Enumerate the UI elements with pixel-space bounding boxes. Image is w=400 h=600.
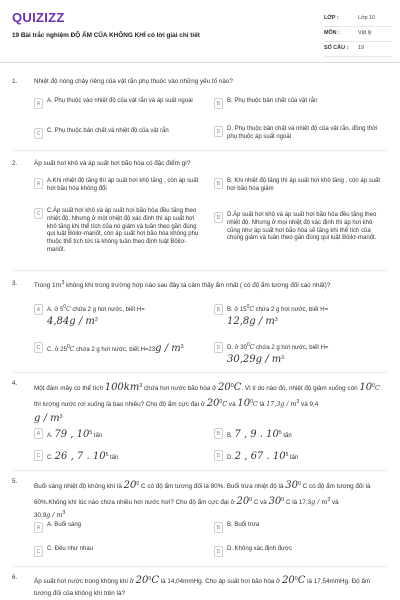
text-part: C có độ ẩm tương đối là 60%.Không khí lúc nào chứa nhiều hơi nước hơi? Cho độ ẩm cực đại ở — [34, 483, 371, 506]
superscript: 0 — [250, 398, 253, 405]
question-number: 5. — [12, 478, 18, 485]
option-d[interactable] — [214, 546, 384, 557]
math-value: 30,29g / m — [227, 353, 282, 365]
option-text: A. Buổi sáng — [47, 522, 82, 528]
text-part: thì lượng nước rơi xuống là bao nhiêu? Cho độ ẩm cực đại ở — [34, 400, 207, 408]
math-value: 20 — [236, 495, 250, 507]
option-letter: D — [214, 342, 223, 353]
option-text — [227, 304, 328, 328]
text-part: C có độ ẩm tương đối là 80%. Buổi trưa nhiệt độ là — [139, 483, 286, 490]
question-number: 3. — [12, 280, 18, 287]
superscript: 0 — [294, 575, 298, 582]
superscript: 0 — [230, 382, 234, 389]
math-value: 10 — [359, 382, 373, 393]
text-part: không khí trong trường hợp nào sau đây ta cảm thấy ẩm nhất ( có độ ẩm tương đối cao nhất)? — [64, 282, 331, 290]
question-text — [34, 380, 384, 427]
superscript: 3 — [281, 354, 285, 361]
math-value: 100km — [104, 382, 140, 393]
text-part: 30,9 — [34, 512, 47, 520]
math-value: 20 — [123, 480, 137, 491]
option-letter: A — [34, 428, 43, 439]
math-value: 26 , 7 . 10 — [54, 451, 106, 462]
math-value: g / m — [34, 413, 60, 424]
text-part: tấn — [288, 455, 299, 461]
math-value: 20 — [218, 382, 231, 393]
option-d[interactable] — [214, 342, 384, 366]
option-b[interactable] — [214, 428, 384, 441]
text-part: chứa 2 g hơi nước, biết H= — [254, 345, 329, 351]
superscript: 0 — [246, 342, 250, 348]
superscript: 5 — [285, 452, 289, 458]
text-part: và — [227, 400, 238, 408]
option-text: A.Khi nhiệt độ tăng thì áp suất hơi khô tăng , còn áp suất hơi bão hòa không đổi — [47, 178, 199, 192]
text-part: chứa 2 g hơi nước, biết H= — [254, 307, 329, 313]
text-part: Trong 1 — [34, 282, 56, 290]
divider — [12, 470, 388, 471]
option-c[interactable] — [34, 546, 204, 557]
option-letter: A — [34, 522, 43, 533]
text-part: tấn — [281, 433, 292, 439]
option-text — [47, 304, 145, 328]
superscript: 0 — [372, 382, 375, 389]
math-unit: C — [297, 575, 306, 586]
option-letter: D — [214, 126, 223, 137]
divider — [12, 150, 388, 151]
option-letter: B — [214, 178, 223, 189]
superscript: 0 — [136, 480, 140, 487]
option-d[interactable] — [214, 450, 384, 463]
math-value: g / m — [46, 512, 63, 520]
question-text: Áp suất hơi khô và áp suất hơi bão hòa có đặc điểm gì? — [34, 160, 191, 167]
question-number: 4. — [12, 380, 18, 387]
text-part: tấn — [108, 455, 119, 461]
math-value: g / m — [311, 498, 328, 506]
text-part: D. — [227, 455, 235, 461]
option-letter: D — [214, 546, 223, 557]
option-letter: C — [34, 546, 43, 557]
question-text: Nhiệt độ nóng chảy riêng của vật rắn phụ thuộc vào những yếu tố nào? — [34, 78, 233, 85]
option-letter: D — [214, 212, 223, 223]
option-text: C. Đều như nhau — [47, 546, 94, 552]
math-unit: C — [252, 400, 258, 408]
option-letter: C — [34, 208, 43, 219]
superscript: 5 — [105, 452, 109, 458]
superscript: 3 — [139, 382, 143, 389]
superscript: 0 — [246, 304, 250, 310]
math-unit: C — [222, 400, 228, 408]
question-number: 6. — [12, 574, 18, 581]
text-part: chứa hơi nước bão hòa ở — [142, 385, 219, 392]
option-text — [47, 450, 118, 463]
math-unit: C — [249, 344, 255, 351]
text-part: C. ở 25 — [47, 347, 67, 353]
math-unit: C — [233, 382, 242, 393]
meta-label: LỚP : — [324, 15, 339, 22]
option-letter: A — [34, 304, 43, 315]
meta-label: SỐ CÂU : — [324, 45, 349, 52]
question-text — [34, 280, 384, 290]
superscript: 3 — [62, 510, 66, 516]
option-text — [227, 450, 298, 463]
text-part: Áp suất hơi nước trong không khí ở — [34, 578, 136, 585]
math-value: 10 — [237, 397, 251, 409]
math-value: 17,3g / m — [266, 400, 297, 408]
option-d[interactable] — [214, 126, 384, 142]
divider — [12, 566, 388, 567]
meta-row-subject — [324, 27, 392, 42]
question-text — [34, 478, 384, 521]
superscript: 3 — [274, 316, 278, 323]
option-a[interactable] — [34, 98, 204, 109]
option-letter: C — [34, 342, 43, 353]
option-letter: A — [34, 178, 43, 189]
option-a[interactable] — [34, 304, 204, 328]
option-text: C.Áp suất hơi khô và áp suất hơi bão hòa đều tăng theo nhiệt độ. Nhưng ở một nhiệt độ xác định thì áp suất hơi khô tăng khi thể tích của nó giảm và tuân theo gần đúng qui luật Bôilơ-mariốt, còn áp suất hơi bão hòa không phụ thuộc thể tích tức là không tuân theo định luật Bôilơ-mariốt. — [47, 208, 199, 253]
text-part: và — [330, 498, 339, 506]
option-text: B. Phụ thuộc bản chất của vật rắn — [227, 98, 318, 104]
option-c[interactable] — [34, 128, 204, 139]
divider — [12, 270, 388, 271]
superscript: 3 — [327, 496, 331, 503]
option-a[interactable] — [34, 178, 204, 194]
math-value: 7 , 9 . 10 — [234, 429, 279, 440]
math-value: 2 , 67 . 10 — [234, 451, 286, 462]
superscript: 0 — [281, 496, 285, 503]
meta-row-count — [324, 42, 392, 57]
question-number: 2. — [12, 160, 18, 167]
math-value: 20 — [206, 397, 220, 409]
divider — [12, 372, 388, 373]
option-text — [227, 342, 328, 366]
math-value: 4,84g / m — [47, 315, 95, 327]
text-part: C và — [252, 498, 269, 506]
text-part: là 17,54mmHg. Độ ẩm tương đối của không khí trên là? — [34, 578, 371, 597]
math-value: g / m — [155, 343, 181, 354]
math-unit: C — [375, 385, 380, 392]
meta-value: Vật lý — [358, 30, 372, 37]
option-b[interactable] — [214, 522, 384, 533]
superscript: 5 — [278, 430, 282, 436]
option-text — [47, 428, 102, 441]
text-part: là 14,04mmHg. Cho áp suất hơi bão hòa ở — [158, 578, 283, 585]
math-value: 20 — [135, 575, 149, 586]
text-part: và 9,4 — [299, 400, 319, 408]
math-unit: m — [55, 282, 62, 290]
superscript: 0 — [66, 344, 70, 350]
option-a[interactable] — [34, 428, 204, 441]
math-value: 30 — [285, 480, 298, 491]
option-letter: A — [34, 98, 43, 109]
option-letter: D — [214, 450, 223, 461]
math-unit: C — [69, 346, 75, 353]
math-unit: C — [151, 575, 159, 586]
page-title: 19 Bài trắc nghiệm ĐỘ ẨM CỦA KHÔNG KHÍ có lời giải chi tiết — [12, 32, 200, 39]
option-c[interactable] — [34, 342, 204, 355]
meta-info — [324, 12, 392, 57]
text-part: Buổi sáng nhiệt độ không khí là — [34, 483, 124, 490]
superscript: 0 — [219, 398, 223, 405]
superscript: 3 — [296, 398, 300, 405]
math-value: 30 — [268, 495, 282, 507]
option-d[interactable] — [214, 212, 384, 243]
superscript: 3 — [59, 413, 63, 420]
option-c[interactable] — [34, 450, 204, 463]
quizizz-logo: QUIZIZZ — [12, 10, 65, 25]
option-text: D. Phụ thuộc bản chất và nhiệt độ của vật rắn, đồng thời phụ thuộc áp suất ngoài — [227, 126, 378, 140]
text-part: . Vì lí do nào đó, nhiệt độ giảm xuống còn — [241, 385, 360, 392]
math-unit: C — [249, 306, 254, 313]
option-b[interactable] — [214, 98, 384, 109]
meta-label: MÔN : — [324, 30, 340, 37]
option-text: B. Buổi trưa — [227, 522, 260, 528]
document-header — [0, 0, 400, 63]
option-letter: B — [214, 98, 223, 109]
option-text: A. Phụ thuộc vào nhiệt độ của vật rắn và áp suất ngoài — [47, 98, 193, 104]
option-letter: B — [214, 304, 223, 315]
option-text — [227, 428, 292, 441]
text-part: B. ở 15 — [227, 307, 247, 313]
math-unit: C — [66, 306, 71, 313]
option-c[interactable] — [34, 208, 204, 255]
option-b[interactable] — [214, 304, 384, 328]
superscript: 0 — [63, 304, 67, 310]
text-part: chứa 2 g hơi nước, biết H=23 — [74, 347, 156, 353]
option-text — [47, 342, 184, 355]
text-part: A. ở 5 — [47, 307, 64, 313]
superscript: 3 — [61, 280, 65, 286]
option-letter: B — [214, 522, 223, 533]
superscript: 3 — [180, 344, 184, 350]
option-a[interactable] — [34, 522, 204, 533]
option-letter: B — [214, 428, 223, 439]
option-text: D. Không xác định được — [227, 546, 292, 552]
text-part: A. — [47, 433, 55, 439]
superscript: 5 — [89, 430, 93, 436]
superscript: 0 — [249, 496, 253, 503]
option-letter: C — [34, 450, 43, 461]
question-text — [34, 574, 384, 598]
option-text: C. Phụ thuộc bản chất và nhiệt độ của vật rắn — [47, 128, 169, 134]
math-value: 79 , 10 — [54, 429, 90, 440]
option-text: D.Áp suất hơi khô và áp suất hơi bão hòa đều tăng theo nhiệt độ. Nhưng ở mọi nhiệt độ xác định thì áp hơi khô cũng như áp suất hơi bão hòa sẽ tăng khi thể tích của chúng giảm và tuân theo gần đúng qui luật Bôilơ-mariốt. — [227, 212, 377, 242]
superscript: 0 — [148, 575, 152, 582]
option-b[interactable] — [214, 178, 384, 194]
text-part: là — [257, 400, 267, 408]
text-part: B. — [227, 433, 235, 439]
text-part: D. ở 30 — [227, 345, 247, 351]
option-letter: C — [34, 128, 43, 139]
text-part: Một đám mây có thể tích — [34, 385, 105, 392]
question-number: 1. — [12, 78, 18, 85]
math-value: 12,8g / m — [227, 315, 275, 327]
meta-value: Lớp 10 — [358, 15, 376, 22]
math-value: 20 — [282, 575, 295, 586]
text-part: tấn — [92, 433, 103, 439]
text-part: C. — [47, 455, 55, 461]
meta-value: 19 — [358, 45, 364, 52]
superscript: 3 — [94, 316, 98, 323]
text-part: C là 17,3 — [284, 498, 312, 506]
meta-row-grade — [324, 12, 392, 27]
superscript: 0 — [297, 480, 301, 487]
text-part: chứa 2 g hơi nước, biết H= — [70, 307, 145, 313]
option-text: B. Khi nhiệt độ tăng thì áp suất hơi khô tăng , còn áp suất hơi bão hòa giảm — [227, 178, 381, 192]
